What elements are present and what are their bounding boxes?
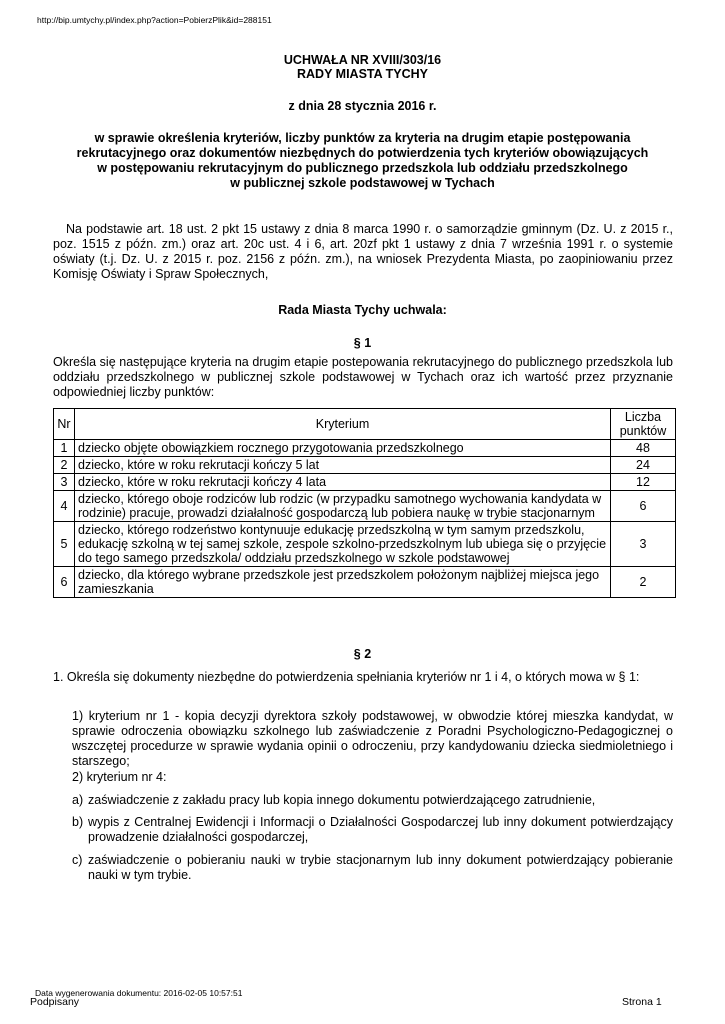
row-criterion: dziecko, które w roku rekrutacji kończy 5 lat xyxy=(75,457,611,474)
header-points-line2: punktów xyxy=(619,424,667,438)
subject-line-4: w publicznej szkole podstawowej w Tychach xyxy=(230,176,495,190)
row-nr: 2 xyxy=(54,457,75,474)
table-row xyxy=(54,440,676,457)
generation-date: Data wygenerowania dokumentu: 2016-02-05 10:57:51 xyxy=(35,988,243,998)
resolves-heading: Rada Miasta Tychy uchwala: xyxy=(278,303,447,317)
table-row xyxy=(54,567,676,598)
document-item-1: 1) kryterium nr 1 - kopia decyzji dyrektora szkoły podstawowej, w obwodzie której mieszka kandydat, w sprawie odroczenia obowiązku szkolnego lub zaświadczenie z Poradni Psychologiczno-Pedagogicznej o wszczętej procedurze w sprawie wydania opinii o odroczeniu, przy kandydowaniu dziecka siedmioletniego i starszego; xyxy=(72,709,673,768)
row-nr: 4 xyxy=(54,491,75,522)
document-url: http://bip.umtychy.pl/index.php?action=PobierzPlik&id=288151 xyxy=(37,15,272,25)
section-2-intro: 1. Określa się dokumenty niezbędne do potwierdzenia spełniania kryteriów nr 1 i 4, o których mowa w § 1: xyxy=(53,670,640,684)
header-points xyxy=(611,409,676,440)
row-nr: 1 xyxy=(54,440,75,457)
sub-b-label: b) xyxy=(72,815,84,829)
resolution-date: z dnia 28 stycznia 2016 r. xyxy=(288,99,437,113)
row-criterion: dziecko, dla którego wybrane przedszkole jest przedszkolem położonym najbliżej miejsca jego zamieszkania xyxy=(75,567,611,598)
document-sub-b xyxy=(72,815,673,845)
row-criterion: dziecko, które w roku rekrutacji kończy 4 lata xyxy=(75,474,611,491)
row-criterion: dziecko objęte obowiązkiem rocznego przygotowania przedszkolnego xyxy=(75,440,611,457)
section-1-intro: Określa się następujące kryteria na drugim etapie postepowania rekrutacyjnego do publicznego przedszkola lub oddziału przedszkolnego w publicznej szkole podstawowej w Tychach oraz ich wartość przez przyznanie odpowiedniej liczby punktów: xyxy=(53,355,673,399)
row-points: 24 xyxy=(611,457,676,474)
sub-a-text: zaświadczenie z zakładu pracy lub kopia innego dokumentu potwierdzającego zatrudnienie, xyxy=(88,793,596,807)
header-nr: Nr xyxy=(54,409,75,440)
signed-label: Podpisany xyxy=(30,996,80,1008)
section-2-heading: § 2 xyxy=(353,647,372,661)
document-item-2: 2) kryterium nr 4: xyxy=(72,770,167,784)
row-criterion: dziecko, którego oboje rodziców lub rodzic (w przypadku samotnego wychowania kandydata w rodzinie) pracuje, prowadzi działalność gospodarczą lub pobiera naukę w trybie stacjonarnym xyxy=(75,491,611,522)
page-number: Strona 1 xyxy=(622,996,662,1008)
subject-line-1: w sprawie określenia kryteriów, liczby punktów za kryteria na drugim etapie postępowania xyxy=(94,131,631,145)
section-1-heading: § 1 xyxy=(353,336,372,350)
table-header-row xyxy=(54,409,676,440)
subject-line-3: w postępowaniu rekrutacyjnym do publicznego przedszkola lub oddziału przedszkolnego xyxy=(97,161,628,175)
resolution-number: UCHWAŁA NR XVIII/303/16 xyxy=(283,53,442,67)
row-points: 2 xyxy=(611,567,676,598)
row-points: 12 xyxy=(611,474,676,491)
document-sub-c xyxy=(72,853,673,883)
criteria-table xyxy=(53,408,676,598)
row-nr: 5 xyxy=(54,522,75,567)
row-nr: 6 xyxy=(54,567,75,598)
header-points-line1: Liczba xyxy=(624,410,662,424)
row-points: 6 xyxy=(611,491,676,522)
row-points: 48 xyxy=(611,440,676,457)
row-criterion: dziecko, którego rodzeństwo kontynuuje edukację przedszkolną w tym samym przedszkolu, edukację szkolną w tej samej szkole, zespole szkolno-przedszkolnym lub ubiega się o przyjęcie do tego samego przedszkola/ oddziału przedszkolnego w szkole podstawowej xyxy=(75,522,611,567)
document-sub-a xyxy=(72,793,673,808)
row-nr: 3 xyxy=(54,474,75,491)
legal-basis: Na podstawie art. 18 ust. 2 pkt 15 ustawy z dnia 8 marca 1990 r. o samorządzie gminnym (Dz. U. z 2015 r., poz. 1515 z późn. zm.) oraz art. 20c ust. 4 i 6, art. 20zf pkt 1 ustawy z dnia 7 września 1991 r. o systemie oświaty (t.j. Dz. U. z 2015 r. poz. 2156 z późn. zm.), na wniosek Prezydenta Miasta, po zaopiniowaniu przez Komisję Oświaty i Spraw Społecznych, xyxy=(53,222,673,281)
sub-c-label: c) xyxy=(72,853,83,867)
sub-b-text: wypis z Centralnej Ewidencji i Informacji o Działalności Gospodarczej lub inny dokument potwierdzający prowadzenie działalności gospodarczej, xyxy=(88,815,673,844)
subject-line-2: rekrutacyjnego oraz dokumentów niezbędnych do potwierdzenia tych kryteriów obowiązujących xyxy=(76,146,649,160)
table-row xyxy=(54,474,676,491)
council-name: RADY MIASTA TYCHY xyxy=(296,67,429,81)
table-row xyxy=(54,457,676,474)
sub-a-label: a) xyxy=(72,793,84,807)
sub-c-text: zaświadczenie o pobieraniu nauki w trybie stacjonarnym lub inny dokument potwierdzający pobieranie nauki w tym trybie. xyxy=(88,853,673,882)
header-criterion: Kryterium xyxy=(75,409,611,440)
table-row xyxy=(54,522,676,567)
row-points: 3 xyxy=(611,522,676,567)
table-row xyxy=(54,491,676,522)
